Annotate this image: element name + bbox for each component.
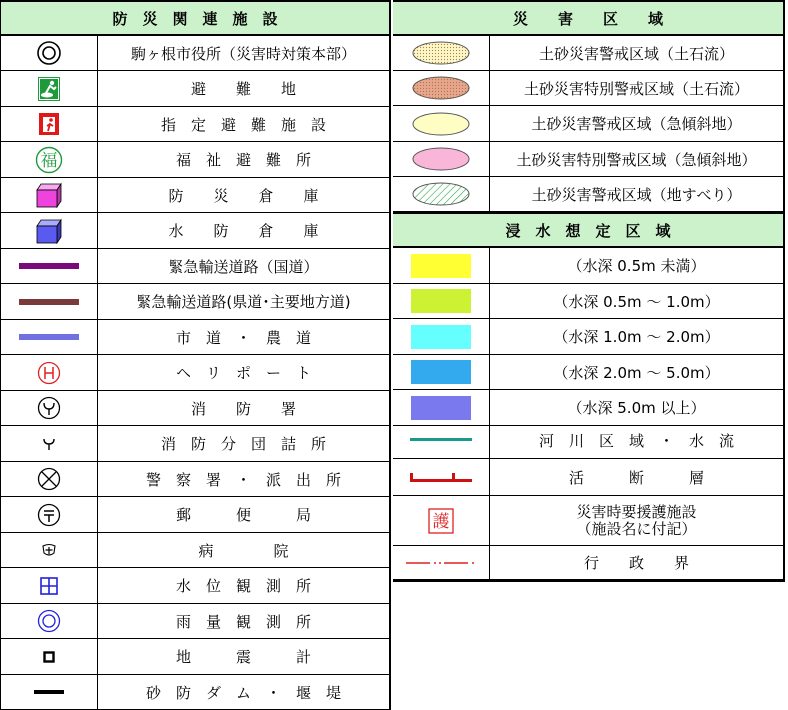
police-icon — [1, 462, 98, 496]
legend-row — [393, 496, 783, 546]
legend-row — [393, 422, 783, 459]
legend-label: （水深 5.0m 以上） — [567, 399, 706, 417]
brown-dotted-ellipse-icon — [393, 71, 490, 105]
legend-row — [1, 249, 389, 284]
legend-label: 水 位 観 測 所 — [175, 577, 311, 595]
fault-line-icon — [393, 459, 490, 495]
brown-line-icon — [1, 284, 98, 319]
legend-label: 防 災 倉 庫 — [168, 186, 319, 205]
pink-ellipse-icon — [393, 142, 490, 176]
legend-label: （水深 0.5m 未満） — [567, 257, 706, 275]
yellow-dotted-ellipse-icon — [393, 36, 490, 70]
legend-label: 警 察 署 ・ 派 出 所 — [145, 470, 341, 489]
hazard-zones-panel — [393, 0, 785, 582]
legend-row — [1, 675, 389, 710]
legend-row — [1, 355, 389, 391]
legend-label: 福 祉 避 難 所 — [175, 151, 311, 169]
legend-label: 行 政 界 — [583, 554, 689, 572]
legend-label: 病 院 — [198, 541, 289, 560]
svg-text:福: 福 — [40, 150, 58, 171]
legend-label: 土砂災害特別警戒区域（急傾斜地） — [516, 150, 757, 169]
yellow-square-icon — [393, 248, 490, 283]
legend-row — [1, 497, 389, 533]
hatched-ellipse-icon — [393, 177, 490, 211]
legend-label: （水深 2.0m ～ 5.0m） — [553, 363, 720, 382]
water-level-icon — [1, 568, 98, 603]
legend-row — [1, 604, 389, 639]
legend-label: ヘ リ ポ ー ト — [175, 364, 311, 382]
post-office-icon — [1, 497, 98, 532]
legend-row — [1, 426, 389, 462]
legend-row — [1, 213, 389, 249]
legend-label: 水 防 倉 庫 — [168, 222, 319, 240]
legend-label: 消 防 分 団 詰 所 — [160, 435, 326, 453]
rain-gauge-icon — [1, 604, 98, 638]
legend-row — [1, 320, 389, 355]
legend-label: 雨 量 観 測 所 — [175, 612, 311, 631]
river-line-icon — [393, 422, 490, 458]
legend-label: 消 防 署 — [190, 399, 296, 418]
legend-row — [393, 142, 783, 177]
legend-row — [393, 71, 783, 106]
legend-label: 郵 便 局 — [175, 506, 311, 524]
blue-square-icon — [393, 355, 490, 389]
legend-label: 河 川 区 域 ・ 水 流 — [538, 431, 734, 450]
legend-row — [393, 355, 783, 390]
legend-row — [393, 284, 783, 319]
svg-text:護: 護 — [432, 511, 450, 532]
legend-label-line: 災害時要援護施設 — [576, 502, 697, 521]
legend-row — [393, 248, 783, 284]
legend-label — [490, 496, 783, 545]
double-circle-icon — [1, 36, 98, 70]
legend-label: 避 難 地 — [190, 80, 296, 98]
legend-label: 活 断 層 — [568, 468, 704, 487]
legend-row — [1, 107, 389, 142]
legend-label: 地 震 計 — [175, 648, 311, 666]
legend-row — [393, 459, 783, 496]
fire-station-icon — [1, 391, 98, 425]
cyan-square-icon — [393, 319, 490, 354]
legend-row — [1, 391, 389, 426]
legend-row — [393, 177, 783, 212]
disaster-facilities-header: 防 災 関 連 施 設 — [1, 0, 389, 36]
legend-row — [1, 142, 389, 178]
legend-label: （水深 1.0m ～ 2.0m） — [553, 328, 720, 346]
heliport-icon — [1, 355, 98, 390]
legend-label: 緊急輸送道路(県道･主要地方道) — [136, 293, 351, 311]
legend-row — [1, 36, 389, 71]
legend-row — [393, 319, 783, 355]
legend-row — [1, 178, 389, 213]
legend-row — [393, 546, 783, 580]
support-facility-icon — [393, 496, 490, 545]
yellowgreen-square-icon — [393, 284, 490, 318]
legend-label: 指 定 避 難 施 設 — [160, 115, 326, 134]
legend-row — [1, 639, 389, 675]
legend-label: 土砂災害警戒区域（土石流） — [538, 44, 734, 63]
legend-row — [1, 462, 389, 497]
fire-branch-icon — [1, 426, 98, 461]
legend-row — [393, 106, 783, 142]
legend-row — [1, 71, 389, 107]
evacuation-area-icon — [1, 71, 98, 106]
hospital-icon — [1, 533, 98, 567]
boundary-line-icon — [393, 546, 490, 579]
legend-row — [1, 284, 389, 320]
blue-line-icon — [1, 320, 98, 354]
legend-label: （水深 0.5m ～ 1.0m） — [553, 292, 720, 311]
legend-label: 土砂災害警戒区域（急傾斜地） — [531, 115, 742, 133]
seismometer-icon — [1, 639, 98, 674]
sabo-dam-icon — [1, 675, 98, 709]
legend-label: 市 道 ・ 農 道 — [175, 328, 311, 347]
legend-row — [1, 533, 389, 568]
legend-label: 砂 防 ダ ム ・ 堰 堤 — [145, 683, 341, 702]
legend-label: 土砂災害特別警戒区域（土石流） — [523, 79, 749, 98]
disaster-facilities-panel — [0, 0, 391, 710]
legend-label: 駒ヶ根市役所（災害時対策本部） — [130, 44, 356, 63]
legend-row — [393, 390, 783, 426]
yellow-ellipse-icon — [393, 106, 490, 141]
flood-zones-header: 浸 水 想 定 区 域 — [393, 212, 783, 248]
legend-row — [393, 36, 783, 71]
flood-warehouse-icon — [1, 213, 98, 248]
legend-label-line: （施設名に付記） — [576, 519, 697, 538]
purple-line-icon — [1, 249, 98, 283]
legend-row — [1, 568, 389, 604]
violet-square-icon — [393, 390, 490, 425]
disaster-warehouse-icon — [1, 178, 98, 212]
disaster-zones-header: 災 害 区 域 — [393, 0, 783, 36]
welfare-icon — [1, 142, 98, 177]
legend-label: 緊急輸送道路（国道） — [168, 257, 319, 276]
evacuation-facility-icon — [1, 107, 98, 141]
legend-label: 土砂災害警戒区域（地すべり） — [531, 185, 742, 204]
